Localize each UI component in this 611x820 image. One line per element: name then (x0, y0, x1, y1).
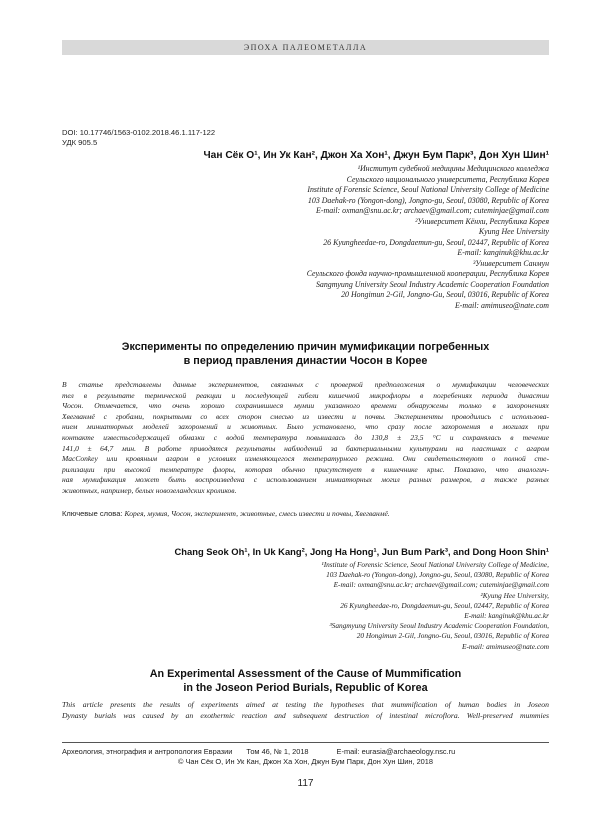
affiliation-line: 26 Kyungheedae-ro, Dongdaemun-gu, Seoul, 02447, Republic of Korea (340, 600, 549, 610)
affiliation-line: E-mail: amimuseo@nate.com (462, 641, 549, 651)
title-russian (62, 341, 549, 368)
affiliation-line: ²Университет Кёнхи, Республика Корея (415, 216, 549, 226)
keywords-label: Ключевые слова: (62, 509, 123, 518)
udk-code: УДК 905.5 (62, 138, 98, 147)
title-line: в период правления династии Чосон в Корее (183, 354, 428, 367)
authors-russian: Чан Сёк О¹, Ин Ук Кан², Джон Ха Хон¹, Джун Бум Парк³, Дон Хун Шин¹ (203, 150, 549, 161)
affiliation-line: E-mail: oxman@snu.ac.kr; archaev@gmail.com; cuteminjae@gmail.com (333, 580, 549, 590)
abstract-line: Хвегванмё с гробами, покрытыми со всех сторон смесью из извести и почвы. Эксперименты проводились с использова- (62, 411, 549, 421)
title-line: in the Joseon Period Burials, Republic of Korea (183, 681, 428, 694)
abstract-line: животных, например, белых новозеландских кроликов. (62, 485, 237, 495)
abstract-russian (62, 380, 549, 497)
journal-volume: Том 46, № 1, 2018 (246, 747, 309, 756)
abstract-line: контакте известьсодержащей обмазки с водой температура повышалась до 130,8 ± 23,5 °С и сохранялась в течение (62, 432, 549, 442)
abstract-line: нием миниатюрных моделей захоронений и животных. Было установлено, что сразу после захоронения в могилах при (62, 422, 549, 432)
affiliation-line: 20 Hongimun 2-Gil, Jongno-Gu, Seoul, 03016, Republic of Korea (341, 290, 549, 299)
authors-english: Chang Seok Oh¹, In Uk Kang², Jong Ha Hong¹, Jun Bum Park³, and Dong Hoon Shin¹ (174, 546, 549, 557)
footer-journal-info (62, 747, 549, 756)
affiliation-line: ¹Институт судебной медицины Медицинского колледжа (357, 164, 549, 173)
affiliation-line: Kyung Hee University (478, 227, 549, 236)
affiliations-english (79, 560, 549, 652)
affiliation-line: Institute of Forensic Science, Seoul National University College of Medicine (307, 185, 549, 194)
affiliation-line: E-mail: amimuseo@nate.com (454, 300, 549, 310)
affiliation-line: Сеульского фонда научно-промышленной кооперации, Республика Корея (306, 269, 549, 278)
abstract-line: Dynasty burials was caused by an exothermic reaction and subsequent destruction of intestinal microflora. Well-preserved mummies (62, 710, 549, 720)
journal-email: E-mail: eurasia@archaeology.nsc.ru (336, 747, 456, 756)
abstract-line: В статье представлены данные экспериментов, связанных с проверкой предположения о мумификации человеческих (62, 380, 549, 389)
title-line: Эксперименты по определению причин мумификации погребенных (121, 341, 490, 353)
affiliation-line: Сеульского национального университета, Республика Корея (346, 174, 549, 184)
abstract-line: рилизации при высокой температуре флоры, которая обычно присутствует в кишечнике крыс. Показано, что аналогич- (62, 464, 549, 474)
running-title: ЭПОХА ПАЛЕОМЕТАЛЛА (62, 40, 549, 55)
affiliation-line: E-mail: oxman@snu.ac.kr; archaev@gmail.com; cuteminjae@gmail.com (316, 206, 549, 215)
journal-name: Археология, этнография и антропология Евразии (62, 747, 233, 756)
affiliation-line: ²Kyung Hee University, (480, 590, 549, 600)
affiliation-line: 20 Hongimun 2-Gil, Jongno-Gu, Seoul, 03016, Republic of Korea (356, 631, 549, 641)
affiliation-line: 26 Kyungheedae-ro, Dongdaemun-gu, Seoul, 02447, Republic of Korea (323, 237, 549, 247)
abstract-line: Чосон. Отмечается, что очень хорошо сохранившиеся мумии указанного времени обнаружены только в захоронениях (62, 401, 549, 411)
affiliations-russian (79, 164, 549, 311)
copyright: © Чан Сёк О, Ин Ук Кан, Джон Ха Хон, Джун Бум Парк, Дон Хун Шин, 2018 (177, 757, 434, 766)
affiliation-line: ³Sangmyung University Seoul Industry Academic Cooperation Foundation, (329, 621, 549, 631)
abstract-english (62, 700, 549, 721)
abstract-line: тел в результате термической реакции и последующей гибели кишечной микрофлоры в погребениях периода династии (62, 390, 549, 400)
affiliation-line: E-mail: kanginuk@khu.ac.kr (464, 611, 549, 621)
page-number: 117 (297, 778, 314, 789)
affiliation-line: ¹Institute of Forensic Science, Seoul National University College of Medicine, (321, 560, 549, 569)
affiliation-line: ³Университет Санмун (472, 258, 549, 268)
keywords (62, 509, 549, 518)
affiliation-line: 103 Daehak-ro (Yongon-dong), Jongno-gu, Seoul, 03080, Republic of Korea (326, 570, 549, 580)
keywords-text: Корея, мумия, Чосон, эксперимент, животные, смесь извести и почвы, Хвегванмё. (124, 509, 390, 518)
abstract-line: This article presents the results of experiments aimed at testing the hypotheses that mummification of human bodies in Joseon (62, 700, 549, 709)
affiliation-line: E-mail: kanginuk@khu.ac.kr (457, 248, 549, 257)
abstract-line: MacConkey или кровяным агаром в условиях изменяющегося температурного режима. Они свидетельствуют о полной сте- (62, 454, 549, 464)
abstract-line: ная мумификация может быть воспроизведена с использованием миниатюрных могил разных размеров, а также разных (62, 475, 549, 485)
title-english (62, 668, 549, 695)
affiliation-line: Sangmyung University Seoul Industry Academic Cooperation Foundation (315, 279, 549, 289)
footer-divider (62, 742, 549, 743)
title-line: An Experimental Assessment of the Cause of Mummification (149, 668, 462, 680)
affiliation-line: 103 Daehak-ro (Yongon-dong), Jongno-gu, Seoul, 03080, Republic of Korea (307, 195, 549, 205)
abstract-line: 141,0 ± 64,7 мин. В работе приводятся результаты наблюдений за бактериальными культурами на пластинах с агаром (62, 443, 549, 453)
doi: DOI: 10.17746/1563-0102.2018.46.1.117-122 (62, 128, 216, 137)
